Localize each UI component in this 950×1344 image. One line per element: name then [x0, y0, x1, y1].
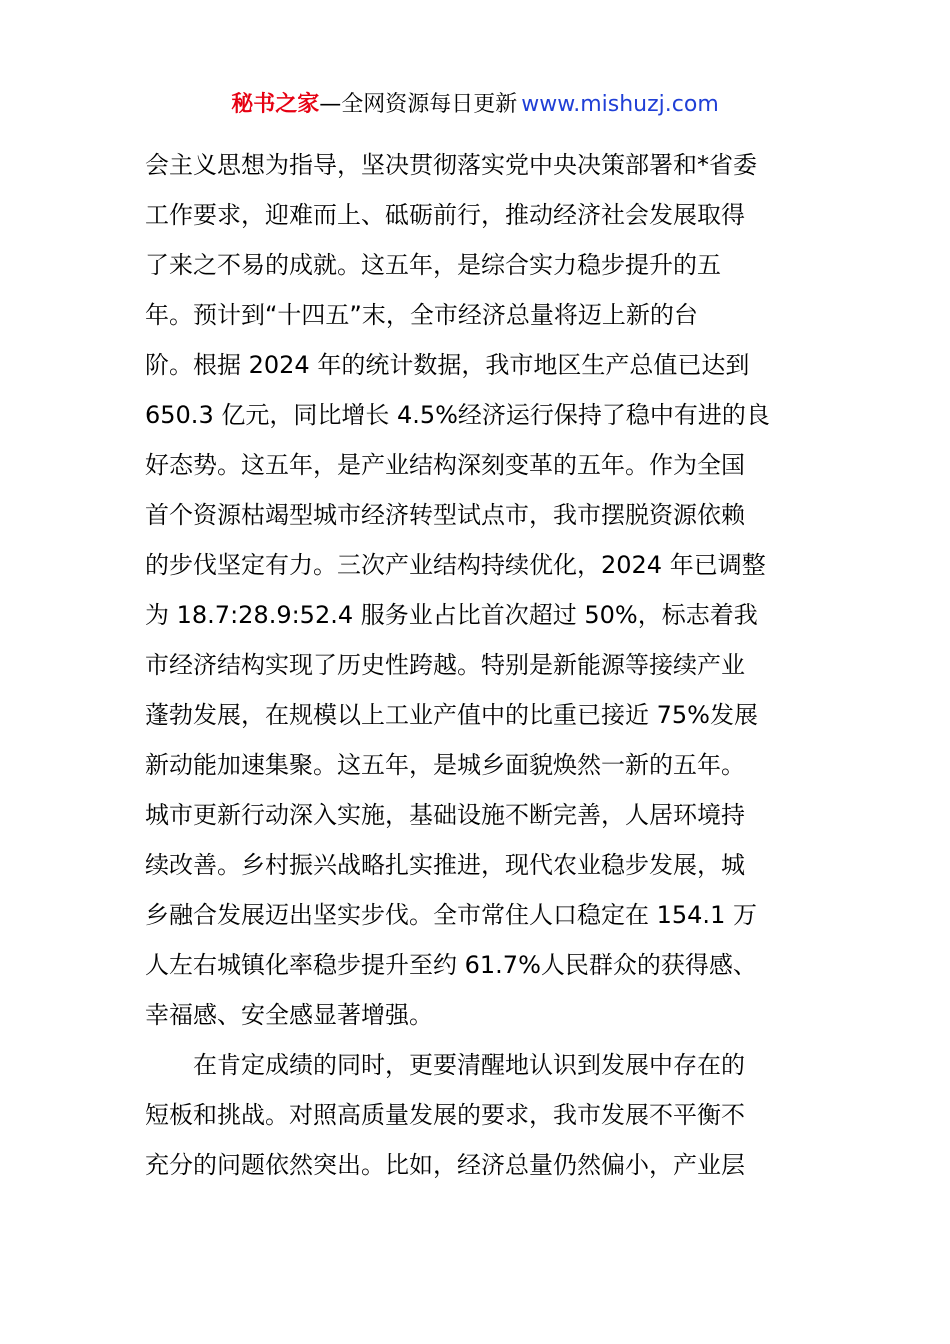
text-line: 的步伐坚定有力。三次产业结构持续优化，2024 年已调整: [145, 551, 766, 579]
text-line: 工作要求，迎难而上、砥砺前行，推动经济社会发展取得: [145, 201, 745, 229]
text-line: 人左右城镇化率稳步提升至约 61.7%人民群众的获得感、: [145, 951, 757, 979]
text-line: 市经济结构实现了历史性跨越。特别是新能源等接续产业: [145, 651, 745, 679]
text-line: 首个资源枯竭型城市经济转型试点市，我市摆脱资源依赖: [145, 501, 745, 529]
text-line: 幸福感、安全感显著增强。: [145, 1001, 433, 1029]
text-line: 在肯定成绩的同时，更要清醒地认识到发展中存在的: [145, 1051, 745, 1079]
text-line: 了来之不易的成就。这五年，是综合实力稳步提升的五: [145, 251, 721, 279]
text-line: 乡融合发展迈出坚实步伐。全市常住人口稳定在 154.1 万: [145, 901, 757, 929]
document-body: [145, 140, 811, 1190]
text-line: 好态势。这五年，是产业结构深刻变革的五年。作为全国: [145, 451, 745, 479]
text-line: 阶。根据 2024 年的统计数据，我市地区生产总值已达到: [145, 351, 750, 379]
site-url-link[interactable]: www.mishuzj.com: [521, 92, 719, 117]
text-line: 会主义思想为指导，坚决贯彻落实党中央决策部署和*省委: [145, 151, 757, 179]
text-line: 新动能加速集聚。这五年，是城乡面貌焕然一新的五年。: [145, 751, 745, 779]
text-line: 充分的问题依然突出。比如，经济总量仍然偏小，产业层: [145, 1151, 745, 1179]
text-line: 短板和挑战。对照高质量发展的要求，我市发展不平衡不: [145, 1101, 745, 1129]
header-tagline: —全网资源每日更新: [319, 92, 518, 117]
brand-name: 秘书之家: [231, 92, 320, 117]
text-line: 为 18.7:28.9:52.4 服务业占比首次超过 50%，标志着我: [145, 601, 758, 629]
text-line: 续改善。乡村振兴战略扎实推进，现代农业稳步发展，城: [145, 851, 745, 879]
text-line: 蓬勃发展，在规模以上工业产值中的比重已接近 75%发展: [145, 701, 758, 729]
page-header: [0, 88, 950, 122]
text-line: 年。预计到“十四五”末，全市经济总量将迈上新的台: [145, 301, 698, 329]
text-line: 城市更新行动深入实施，基础设施不断完善，人居环境持: [145, 801, 745, 829]
text-line: 650.3 亿元，同比增长 4.5%经济运行保持了稳中有进的良: [145, 401, 770, 429]
